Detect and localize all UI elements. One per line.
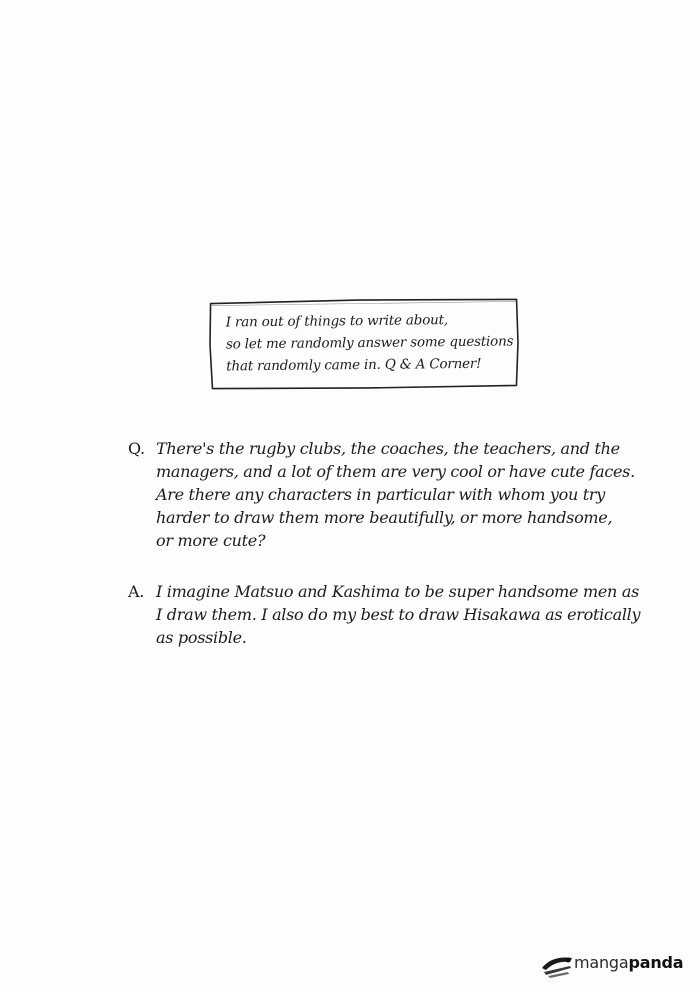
answer-line: as possible.	[156, 628, 247, 647]
question-block	[128, 437, 648, 557]
answer-line: I draw them. I also do my best to draw Hisakawa as erotically	[156, 605, 641, 624]
question-text	[156, 437, 646, 552]
note-line: that randomly came in. Q & A Corner!	[226, 355, 482, 375]
question-line: harder to draw them more beautifully, or more handsome,	[156, 508, 613, 527]
question-line: managers, and a lot of them are very cool or have cute faces.	[156, 462, 635, 481]
answer-block	[128, 580, 648, 655]
watermark-manga: manga	[574, 953, 629, 972]
watermark-text	[574, 953, 683, 972]
note-box	[208, 296, 521, 391]
question-marker: Q.	[128, 439, 145, 458]
mangapanda-watermark	[540, 950, 695, 980]
question-line: or more cute?	[156, 531, 266, 550]
note-line: I ran out of things to write about,	[225, 312, 449, 331]
question-line: Are there any characters in particular with whom you try	[156, 485, 605, 504]
question-line: There's the rugby clubs, the coaches, the teachers, and the	[156, 439, 620, 458]
note-text	[226, 308, 517, 377]
watermark-panda: panda	[628, 953, 684, 972]
answer-line: I imagine Matsuo and Kashima to be super handsome men as	[156, 582, 639, 601]
answer-marker: A.	[128, 582, 145, 601]
note-line: so let me randomly answer some questions	[225, 333, 514, 353]
panda-logo-icon	[540, 950, 576, 980]
answer-text	[156, 580, 646, 649]
